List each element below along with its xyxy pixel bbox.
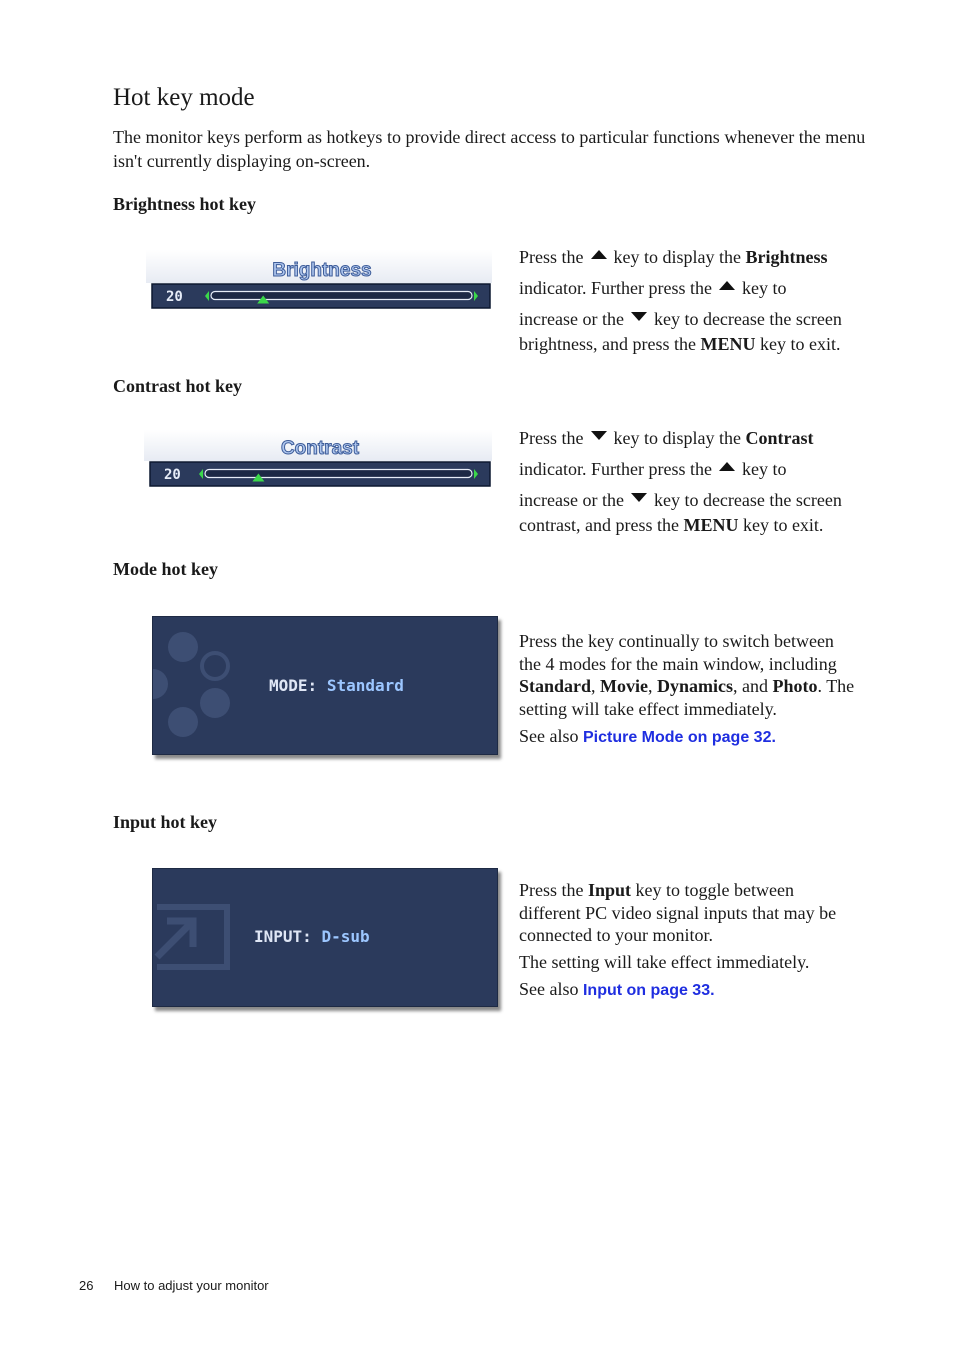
input-link[interactable]: Input on page 33 <box>582 982 711 999</box>
mode-osd-label: MODE: <box>269 676 318 695</box>
mode-dial-icon <box>153 617 243 754</box>
up-arrow-key-icon <box>712 452 742 479</box>
input-osd-label: INPUT: <box>254 927 312 946</box>
brightness-description: Press the key to display the Brightness indicator. Further press the key to increase or the key to decrease the screen brightness, and press the MENU key to exit. <box>519 240 869 355</box>
input-osd-value: D-sub <box>321 927 370 946</box>
brightness-heading: Brightness hot key <box>113 194 257 214</box>
up-arrow-key-icon <box>712 271 742 298</box>
contrast-osd-value: 20 <box>164 467 181 483</box>
input-heading: Input hot key <box>113 812 218 832</box>
input-description: Press the Input key to toggle between different PC video signal inputs that may be connected to your monitor. The setting will take effect immediately. See also Input on page 33. <box>519 880 837 999</box>
mode-osd <box>152 616 498 755</box>
down-arrow-key-icon <box>624 302 654 329</box>
mode-osd-value: Standard <box>326 676 404 695</box>
down-arrow-key-icon <box>624 483 654 510</box>
intro-paragraph: The monitor keys perform as hotkeys to provide direct access to particular functions whenever the menu isn't currently displaying on-screen. <box>113 127 866 171</box>
contrast-heading: Contrast hot key <box>113 376 242 396</box>
brightness-osd <box>146 250 492 312</box>
up-arrow-key-icon <box>584 240 614 267</box>
contrast-osd-title: Contrast <box>280 438 360 459</box>
down-arrow-key-icon <box>584 421 614 448</box>
mode-heading: Mode hot key <box>113 559 218 579</box>
input-source-icon <box>153 869 243 1006</box>
brightness-osd-value: 20 <box>166 289 183 305</box>
input-osd <box>152 868 498 1007</box>
contrast-description: Press the key to display the Contrast indicator. Further press the key to increase or the key to decrease the screen contrast, and press the MENU key to exit. <box>519 421 869 536</box>
picture-mode-link[interactable]: Picture Mode on page 32 <box>582 729 772 746</box>
mode-description: Press the key continually to switch between the 4 modes for the main window, including Standard, Movie, Dynamics, and Photo. The setting will take effect immediately. See also Picture Mode on page 32. <box>519 631 855 746</box>
brightness-osd-title: Brightness <box>272 260 372 281</box>
page-number: 26 <box>79 1278 94 1293</box>
page-title: Hot key mode <box>113 84 255 111</box>
contrast-osd <box>144 430 492 490</box>
footer-section: How to adjust your monitor <box>114 1278 269 1293</box>
